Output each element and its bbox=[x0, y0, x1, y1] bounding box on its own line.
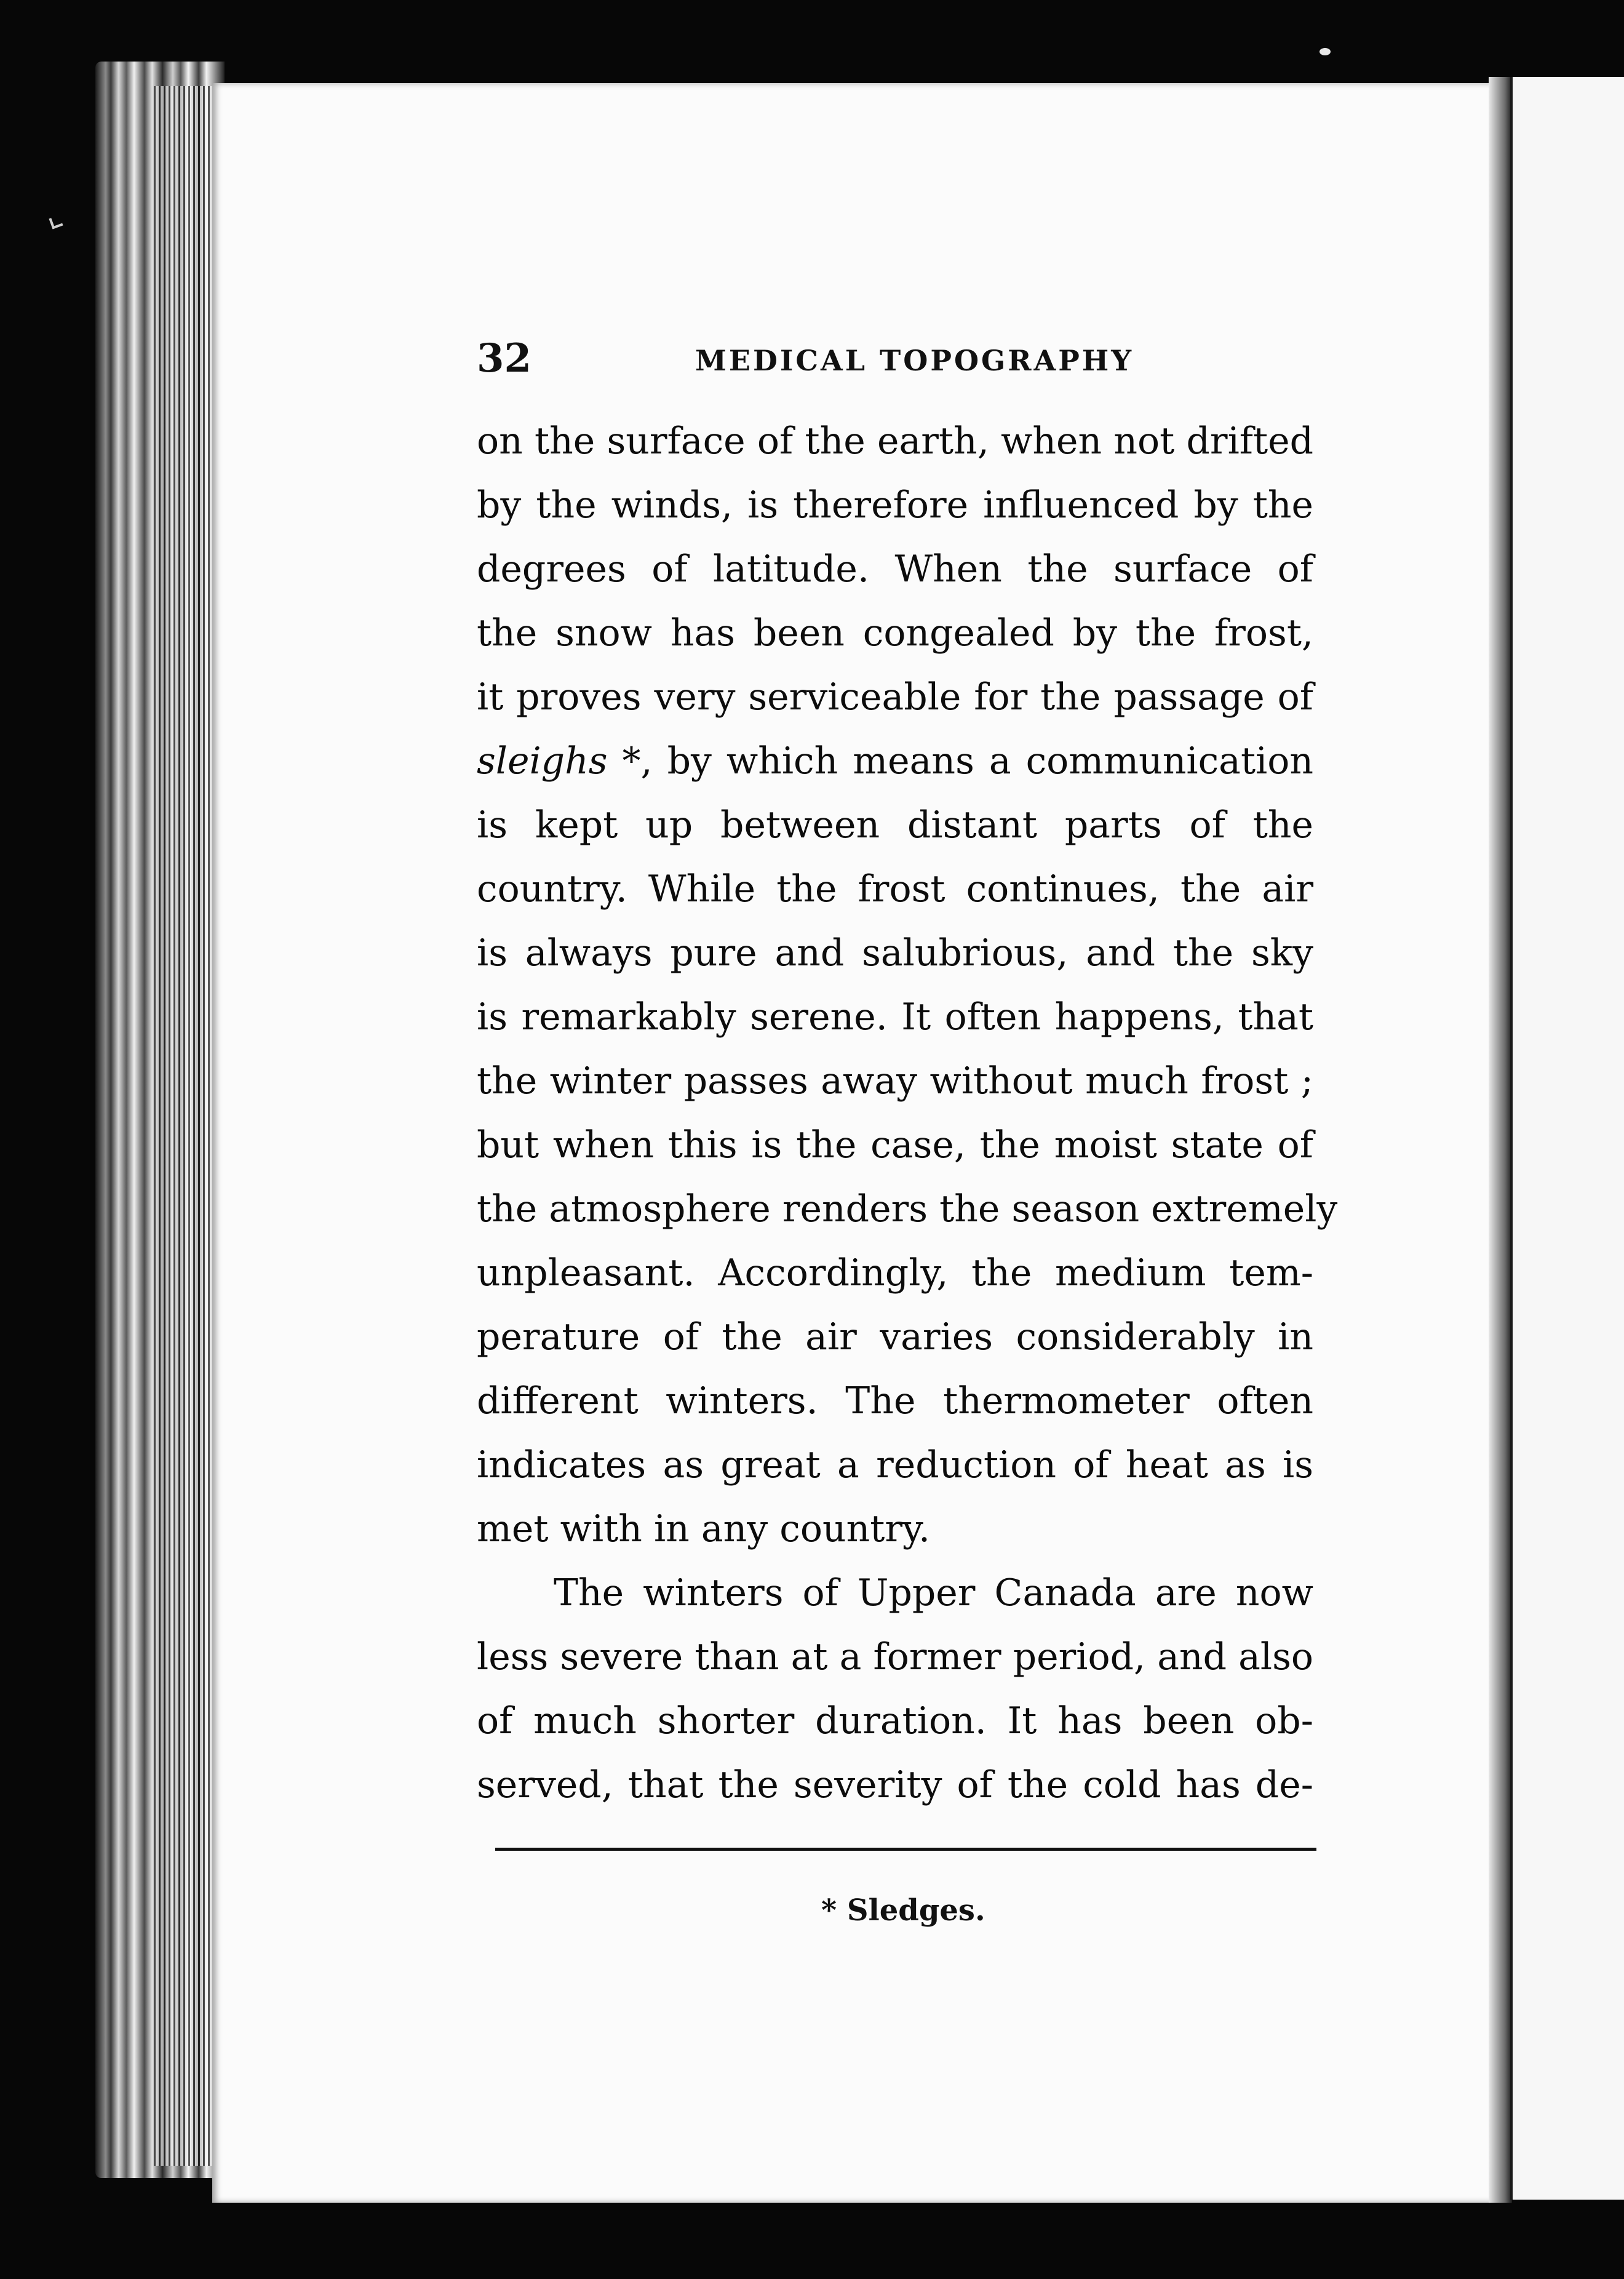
text-line: of much shorter duration. It has been ob- bbox=[477, 1699, 1313, 1742]
text-line: perature of the air varies considerably in bbox=[477, 1315, 1313, 1359]
text-line: country. While the frost continues, the air bbox=[477, 868, 1313, 911]
text-line: is remarkably serene. It often happens, that bbox=[477, 996, 1313, 1039]
running-title: MEDICAL TOPOGRAPHY bbox=[695, 344, 1134, 377]
text-line: met with in any country. bbox=[477, 1507, 931, 1551]
text-line: unpleasant. Accordingly, the medium tem- bbox=[477, 1251, 1313, 1295]
text-line: different winters. The thermometer often bbox=[477, 1379, 1313, 1423]
footnote: * Sledges. bbox=[821, 1893, 985, 1928]
scan-mark bbox=[49, 215, 63, 229]
text-line: it proves very serviceable for the passage of bbox=[477, 676, 1313, 719]
footnote-marker: *, bbox=[622, 740, 653, 783]
text-line: the atmosphere renders the season extremely bbox=[477, 1187, 1338, 1231]
text-line: indicates as great a reduction of heat as is bbox=[477, 1443, 1313, 1487]
text-line: on the surface of the earth, when not drifted bbox=[477, 420, 1313, 463]
footnote-rule bbox=[495, 1848, 1316, 1851]
page-number: 32 bbox=[477, 335, 532, 381]
text-line: The winters of Upper Canada are now bbox=[554, 1571, 1313, 1614]
page-edge-lines bbox=[154, 86, 221, 2166]
text-line: is always pure and salubrious, and the sky bbox=[477, 932, 1313, 975]
gutter-shadow bbox=[1489, 77, 1512, 2203]
text-line: but when this is the case, the moist state of bbox=[477, 1124, 1313, 1167]
text-line: the snow has been congealed by the frost, bbox=[477, 612, 1313, 655]
text-line: the winter passes away without much frost ; bbox=[477, 1060, 1313, 1103]
body-text bbox=[477, 409, 1338, 1817]
text-line: is kept up between distant parts of the bbox=[477, 804, 1313, 847]
facing-page bbox=[1510, 77, 1624, 2200]
line-remainder: by which means a communication bbox=[667, 740, 1314, 783]
text-line: less severe than at a former period, and also bbox=[477, 1635, 1313, 1678]
text-line: served, that the severity of the cold has de- bbox=[477, 1763, 1313, 1806]
italic-word: sleighs bbox=[477, 740, 608, 783]
dust-speck bbox=[1320, 48, 1331, 55]
text-line: degrees of latitude. When the surface of bbox=[477, 548, 1313, 591]
text-line: by the winds, is therefore influenced by the bbox=[477, 484, 1313, 527]
text-line bbox=[477, 729, 1313, 793]
running-head bbox=[477, 337, 1313, 380]
